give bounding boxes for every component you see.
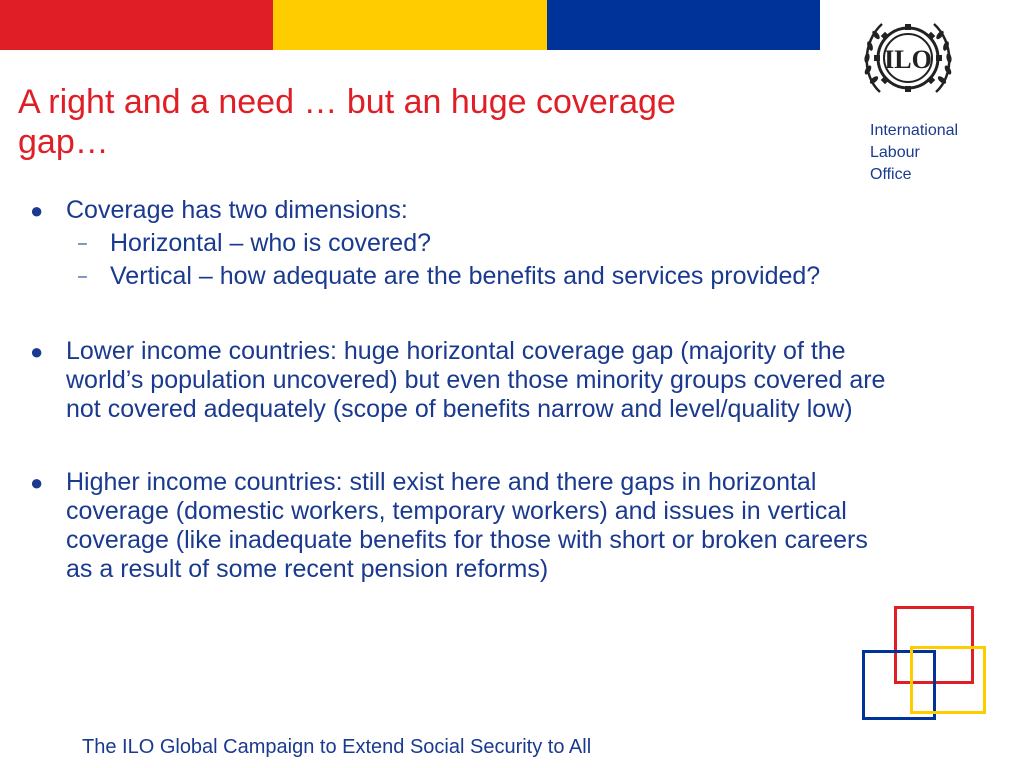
bullet-item bbox=[30, 196, 890, 291]
sub-bullet-text: Horizontal – who is covered? bbox=[110, 229, 431, 257]
slide-title bbox=[18, 82, 818, 162]
footer-text: The ILO Global Campaign to Extend Social Security to All bbox=[82, 736, 592, 758]
organization-name bbox=[870, 120, 958, 186]
color-bar bbox=[0, 0, 820, 50]
red-bar-segment bbox=[0, 0, 273, 50]
org-line-3: Office bbox=[870, 166, 912, 183]
sub-bullet-item bbox=[30, 262, 890, 291]
yellow-bar-segment bbox=[273, 0, 546, 50]
bullet-text: Higher income countries: still exist here and there gaps in horizontal coverage (domestic workers, temporary workers) and issues in vertical coverage (like inadequate benefits for those with short or broken careers as a result of some recent pension reforms) bbox=[66, 468, 868, 583]
bullet-text: Coverage has two dimensions: bbox=[66, 196, 408, 224]
bullet-dot-icon: ● bbox=[30, 198, 44, 223]
bullet-list bbox=[30, 196, 890, 614]
bullet-text: Lower income countries: huge horizontal coverage gap (majority of the world’s population uncovered) but even those minority groups covered are not covered adequately (scope of benefits narrow and level/quality low) bbox=[66, 337, 886, 423]
sub-bullet-text: Vertical – how adequate are the benefits and services provided? bbox=[110, 262, 821, 290]
sub-bullet-item bbox=[30, 229, 890, 258]
bullet-dot-icon: ● bbox=[30, 339, 44, 364]
ilo-logo-text: ILO bbox=[884, 45, 932, 74]
ilo-emblem-icon bbox=[858, 14, 958, 100]
dash-icon: – bbox=[78, 268, 87, 285]
org-line-1: International bbox=[870, 122, 959, 139]
dash-icon: – bbox=[78, 235, 87, 252]
decorative-yellow-square bbox=[910, 646, 986, 714]
blue-bar-segment bbox=[547, 0, 820, 50]
org-line-2: Labour bbox=[870, 144, 920, 161]
bullet-dot-icon: ● bbox=[30, 470, 44, 495]
title-line-1: A right and a need … but an huge coverage bbox=[18, 83, 676, 121]
bullet-item bbox=[30, 337, 890, 424]
bullet-item bbox=[30, 468, 890, 584]
title-line-2: gap… bbox=[18, 123, 109, 161]
